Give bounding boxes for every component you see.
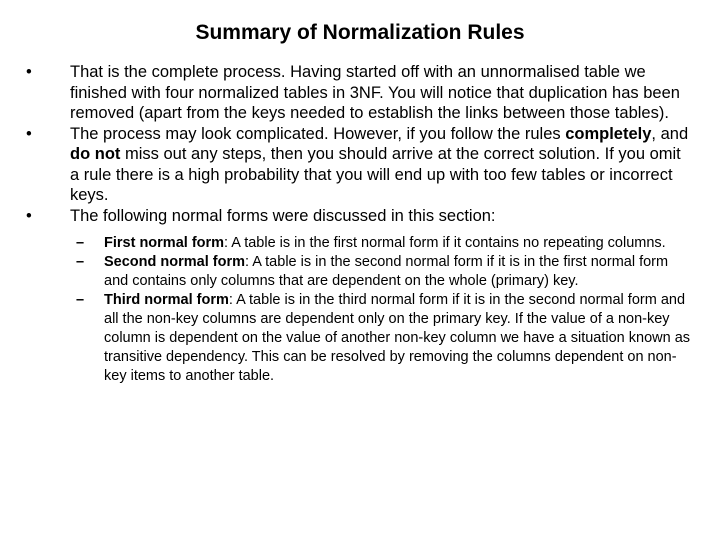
bullet-item xyxy=(26,62,694,124)
bullet-text: The following normal forms were discussed in this section: xyxy=(70,206,496,225)
sub-item-first-normal-form xyxy=(70,234,694,253)
sub-item-second-normal-form xyxy=(70,253,694,291)
sub-item-term: First normal form xyxy=(104,235,225,251)
bullet-item xyxy=(26,124,694,206)
dash-icon: – xyxy=(76,292,85,308)
bullet-text xyxy=(70,125,688,205)
bullet-list xyxy=(26,62,694,386)
bullet-item xyxy=(26,206,694,387)
sub-item-desc: : A table is in the third normal form if it is in the second normal form and all the non-key columns are dependent only on the primary key. If the value of a non-key column is dependent on the value of another non-key column we have a situation known as transitive dependency. This can be resolved by removing the columns dependent on non-key items to another table. xyxy=(104,292,691,384)
slide-title: Summary of Normalization Rules xyxy=(195,21,525,44)
emphasis-do-not: do not xyxy=(70,145,121,163)
sub-item-desc: : A table is in the first normal form if it contains no repeating columns. xyxy=(224,235,666,251)
bullet-icon: • xyxy=(26,124,32,143)
emphasis-completely: completely xyxy=(565,124,652,143)
sub-item-term: Second normal form xyxy=(104,254,245,270)
dash-icon: – xyxy=(76,235,85,251)
sub-item-third-normal-form xyxy=(70,291,694,386)
bullet-text-part: miss out any steps, then you should arrive at the correct solution. If you omit a rule there is a high probability that you will end up with too few tables or incorrect keys. xyxy=(70,145,681,204)
normal-forms-list xyxy=(70,234,694,386)
dash-icon: – xyxy=(76,254,85,270)
bullet-text: That is the complete process. Having started off with an unnormalised table we finished with four normalized tables in 3NF. You will notice that duplication has been removed (apart from the keys needed to establish the links between those tables). xyxy=(70,63,680,122)
sub-item-desc: : A table is in the second normal form if it is in the first normal form and contains only columns that are dependent on the whole (primary) key. xyxy=(104,254,669,289)
sub-item-term: Third normal form xyxy=(104,292,229,308)
bullet-text-part: The process may look complicated. However, if you follow the rules xyxy=(70,124,566,143)
bullet-icon: • xyxy=(26,63,32,81)
bullet-text-part: , and xyxy=(651,124,689,143)
bullet-icon: • xyxy=(26,206,32,225)
